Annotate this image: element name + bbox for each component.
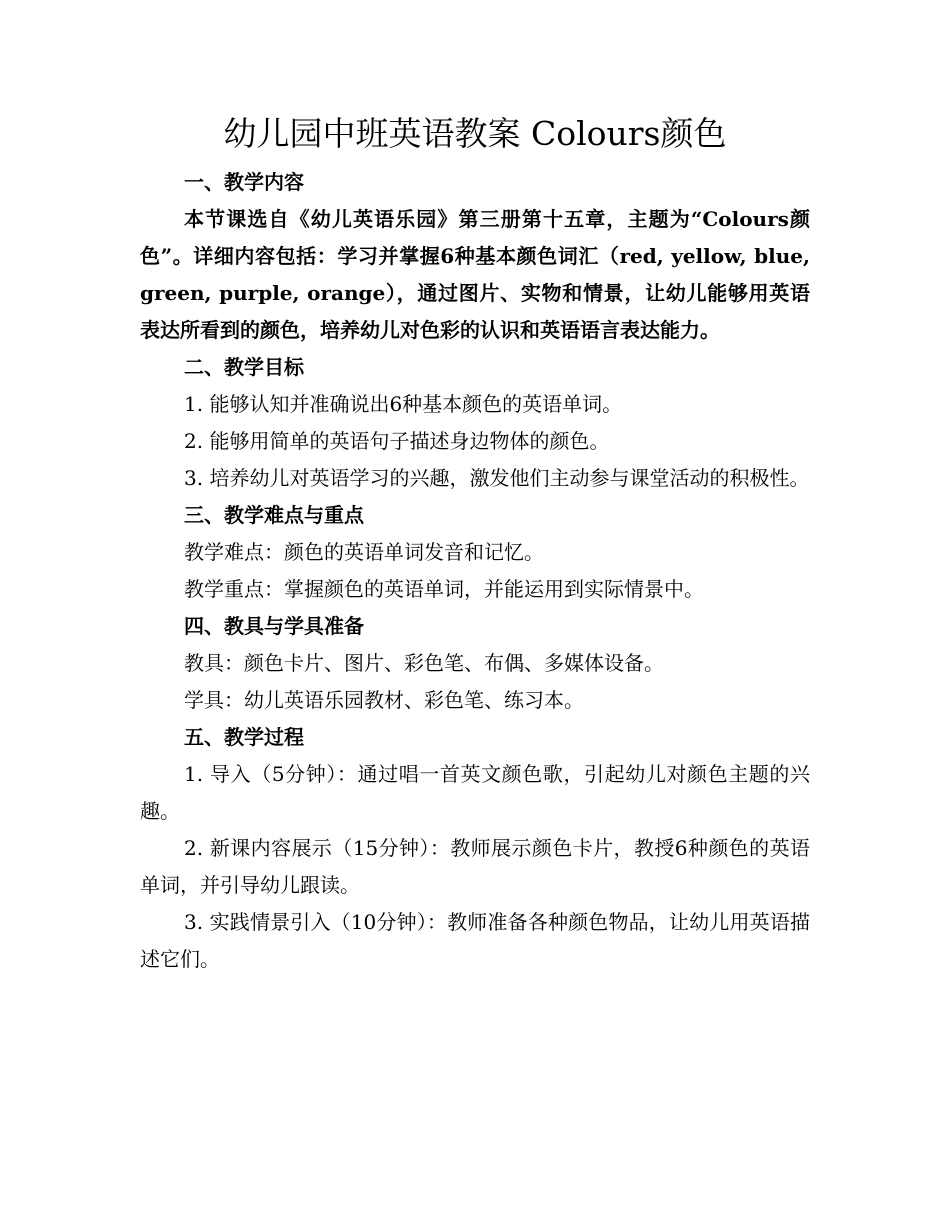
difficulty-paragraph: 教学难点：颜色的英语单词发音和记忆。 — [184, 540, 544, 564]
document-page — [140, 104, 810, 978]
document-title: 幼儿园中班英语教案 Colours颜色 — [223, 114, 727, 153]
section-heading-objectives: 二、教学目标 — [184, 355, 304, 379]
learning-aids-paragraph: 学具：幼儿英语乐园教材、彩色笔、练习本。 — [184, 688, 584, 712]
process-step-2: 2. 新课内容展示（15分钟）：教师展示颜色卡片，教授6种颜色的英语单词，并引导幼儿跟读。 — [140, 836, 810, 897]
section-heading-content: 一、教学内容 — [184, 170, 304, 194]
process-step-3: 3. 实践情景引入（10分钟）：教师准备各种颜色物品，让幼儿用英语描述它们。 — [140, 910, 810, 971]
teaching-aids-paragraph: 教具：颜色卡片、图片、彩色笔、布偶、多媒体设备。 — [184, 651, 664, 675]
section-heading-key-points: 三、教学难点与重点 — [184, 503, 364, 527]
key-point-paragraph: 教学重点：掌握颜色的英语单词，并能运用到实际情景中。 — [184, 577, 704, 601]
content-paragraph: 本节课选自《幼儿英语乐园》第三册第十五章，主题为“Colours颜色”。详细内容包括：学习并掌握6种基本颜色词汇（red, yellow, blue, green, purple, orange），通过图片、实物和情景，让幼儿能够用英语表达所看到的颜色，培养幼儿对色彩的认识和英语语言表达能力。 — [140, 207, 810, 342]
objective-item-3: 3. 培养幼儿对英语学习的兴趣，激发他们主动参与课堂活动的积极性。 — [184, 466, 810, 490]
objective-item-1: 1. 能够认知并准确说出6种基本颜色的英语单词。 — [184, 392, 623, 416]
objective-item-2: 2. 能够用简单的英语句子描述身边物体的颜色。 — [184, 429, 610, 453]
section-heading-materials: 四、教具与学具准备 — [184, 614, 364, 638]
section-heading-process: 五、教学过程 — [184, 725, 304, 749]
process-step-1: 1. 导入（5分钟）：通过唱一首英文颜色歌，引起幼儿对颜色主题的兴趣。 — [140, 762, 810, 823]
